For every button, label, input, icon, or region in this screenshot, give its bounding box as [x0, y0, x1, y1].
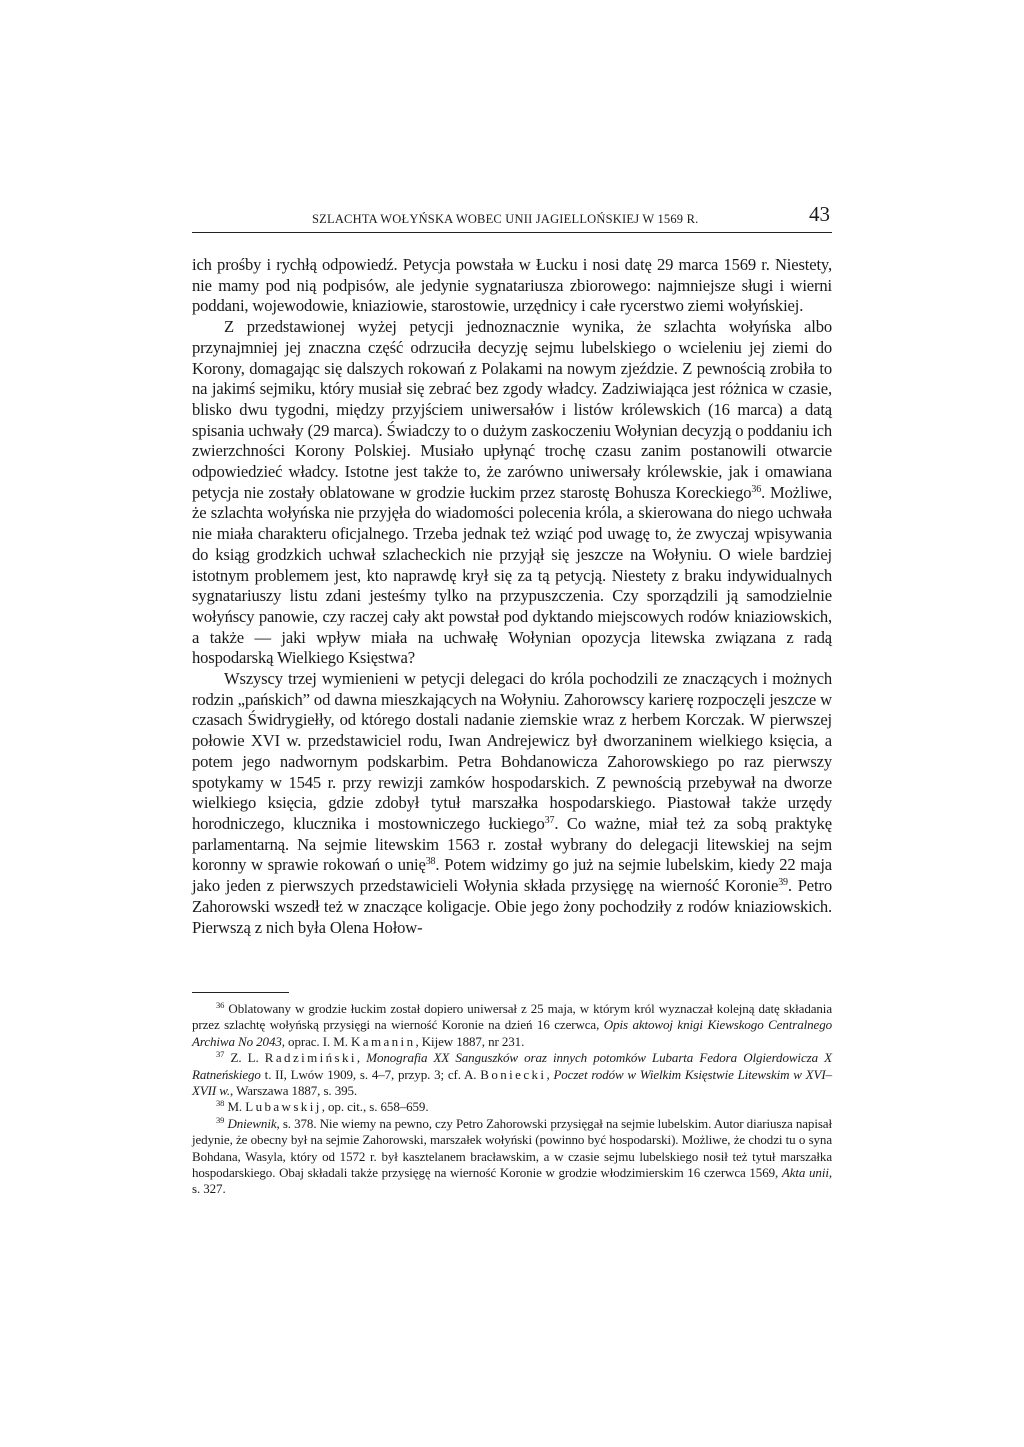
- footnote-38: [192, 1099, 832, 1115]
- paragraph: ich prośby i rychłą odpowiedź. Petycja powstała w Łucku i nosi datę 29 marca 1569 r. Niestety, nie mamy pod nią podpisów, ale jedynie sygnatariusza zbiorowego: najmniejsze sługi i wierni poddani, wojewodowie, kniaziowie, starostowie, urzędnicy i całe rycerstwo ziemi wołyńskiej.: [192, 255, 832, 316]
- author-name: Kamanin: [351, 1033, 416, 1049]
- footnote-37: [192, 1050, 832, 1099]
- text-run: Wszyscy trzej wymienieni w petycji delegaci do króla pochodzili ze znaczących i możnych rodzin „pańskich” od dawna mieszkających na Wołyniu. Zahorowscy karierę rozpoczęli jeszcze w czasach Świdrygiełły, od którego dostali nadanie ziemskie wraz z herbem Korczak. W pierwszej połowie XVI w. przedstawiciel rodu, Iwan Andrejewicz był dworzaninem wielkiego księcia, a potem jego nadwornym podskarbim. Petra Bohdanowicza Zahorowskiego po raz pierwszy spotykamy w 1545 r. przy rewizji zamków hospodarskich. Z pewnością przebywał na dworze wielkiego księcia, gdzie zdobył tytuł marszałka hospodarskiego. Piastował także urzędy horodniczego, klucznika i mostowniczego łuckiego: [192, 669, 832, 833]
- text-run: . Petro Zahorowski wszedł też w znaczące koligacje. Obie jego żony pochodziły z rodów kniaziowskich. Pierwszą z nich była Olena Hołow-: [192, 876, 832, 937]
- footnote-ref: 37: [544, 814, 555, 826]
- footnote-separator: [192, 992, 289, 993]
- footnote-text: , Kijew 1887, nr 231.: [415, 1033, 525, 1049]
- footnote-text: , s. 327.: [192, 1165, 832, 1197]
- paragraph: [192, 317, 832, 669]
- text-run: . Potem widzimy go już na sejmie lubelskim, kiedy 22 maja jako jeden z pierwszych przedstawicieli Wołynia składa przysięgę na wierność Koronie: [192, 855, 832, 896]
- footnote-number: 36: [216, 1000, 225, 1010]
- text-run: . Możliwe, że szlachta wołyńska nie przyjęła do wiadomości polecenia króla, a skierowana do niego uchwała nie miała charakteru oficjalnego. Trzeba jednak też wziąć pod uwagę to, że zwyczaj wpisywania do ksiąg grodzkich uchwał szlacheckich nie przyjął się jeszcze na Wołyniu. O wiele bardziej istotnym problemem jest, kto naprawdę krył się za tą petycją. Niestety z braku indywidualnych sygnatariuszy listu zdani jesteśmy tylko na przypuszczenia. Czy sporządzili ją samodzielnie wołyńscy panowie, czy raczej cały akt powstał pod dyktando miejscowych rodów kniaziowskich, a także — jaki wpływ miała na uchwałę Wołynian opozycja litewska związana z radą hospodarską Wielkiego Księstwa?: [192, 482, 832, 668]
- main-text: [192, 255, 832, 938]
- author-name: Lubawskij: [245, 1099, 322, 1115]
- footnote-text: oprac. I. M.: [284, 1033, 352, 1049]
- footnote-ref: 39: [778, 877, 788, 889]
- work-title: Poczet rodów w Wielkim Księstwie Litewskim w XVI–XVII w.: [192, 1066, 832, 1099]
- work-title: Dniewnik: [227, 1115, 277, 1131]
- footnote-39: [192, 1116, 832, 1198]
- footnote-ref: 36: [751, 483, 762, 495]
- footnote-text: Oblatowany w grodzie łuckim został dopiero uniwersał z 25 maja, w którym król wyznaczał kolejną datę składania przez szlachtę wołyńską przysięgi na wierność Koronie na dzień 16 czerwca,: [192, 1001, 832, 1033]
- footnotes: [192, 1001, 832, 1198]
- work-title: Akta unii: [781, 1165, 829, 1181]
- author-name: Boniecki: [480, 1066, 547, 1082]
- footnote-ref: 38: [425, 856, 436, 868]
- footnote-text: Z. L.: [230, 1050, 265, 1066]
- page-header: [192, 202, 832, 233]
- work-title: Monografia XX Sanguszków oraz innych potomków Lubarta Fedora Olgierdowicza X Ratneńskiego: [192, 1050, 832, 1082]
- page-number: 43: [809, 202, 830, 226]
- footnote-text: ,: [356, 1050, 367, 1066]
- footnote-number: 37: [216, 1049, 225, 1060]
- footnote-text: t. II, Lwów 1909, s. 4–7, przyp. 3; cf. A.: [260, 1066, 481, 1082]
- footnote-number: 39: [216, 1114, 225, 1125]
- text-run: Z przedstawionej wyżej petycji jednoznacznie wynika, że szlachta wołyńska albo przynajmniej jej znaczna część odrzuciła decyzję sejmu lubelskiego o wcieleniu jej ziemi do Korony, domagając się dalszych rokowań z Polakami na nowym zjeździe. Z pewnością zrobiła to na jakimś sejmiku, który musiał się zebrać bez zgody władcy. Zadziwiająca jest różnica w czasie, blisko dwu tygodni, między przyjściem uniwersałów i listów królewskich (16 marca) a datą spisania uchwały (29 marca). Świadczy to o dużym zaskoczeniu Wołynian decyzją o poddaniu ich zwierzchności Korony Polskiej. Musiało upłynąć trochę czasu zanim postanowili otwarcie odpowiedzieć władcy. Istotne jest także to, że zarówno uniwersały królewskie, jak i omawiana petycja nie zostały oblatowane w grodzie łuckim przez starostę Bohusza Koreckiego: [192, 317, 832, 502]
- paragraph: [192, 669, 832, 938]
- footnote-text: , s. 378. Nie wiemy na pewno, czy Petro Zahorowski przysięgał na sejmie lubelskim. Autor diariusza napisał jedynie, że obecny był na sejmie Zahorowski, marszałek wołyński (powinno być hospodarski). Możliwe, że chodzi tu o syna Bohdana, Wasyla, który od 1572 r. był kasztelanem bracławskim, a w czasie sejmu lubelskiego nosił też tytuł marszałka hospodarskiego. Obaj składali także przysięgę na wierność Koronie w grodzie włodzimierskim 16 czerwca 1569,: [192, 1115, 832, 1181]
- text-run: . Co ważne, miał też za sobą praktykę parlamentarną. Na sejmie litewskim 1563 r. został wybrany do delegacji litewskiej na sejm koronny w sprawie rokowań o unię: [192, 813, 832, 875]
- running-head: SZLACHTA WOŁYŃSKA WOBEC UNII JAGIELLOŃSKIEJ W 1569 R.: [312, 212, 699, 226]
- footnote-text: M.: [227, 1099, 246, 1115]
- author-name: Radzimiński: [264, 1050, 357, 1066]
- footnote-text: , op. cit., s. 658–659.: [321, 1099, 429, 1115]
- footnote-text: , Warszawa 1887, s. 395.: [230, 1083, 358, 1099]
- footnote-36: [192, 1001, 832, 1050]
- footnote-number: 38: [216, 1098, 225, 1109]
- footnote-text: ,: [546, 1066, 554, 1082]
- work-title: Opis aktowoj knigi Kiewskogo Centralnego Archiwa No 2043,: [192, 1017, 832, 1049]
